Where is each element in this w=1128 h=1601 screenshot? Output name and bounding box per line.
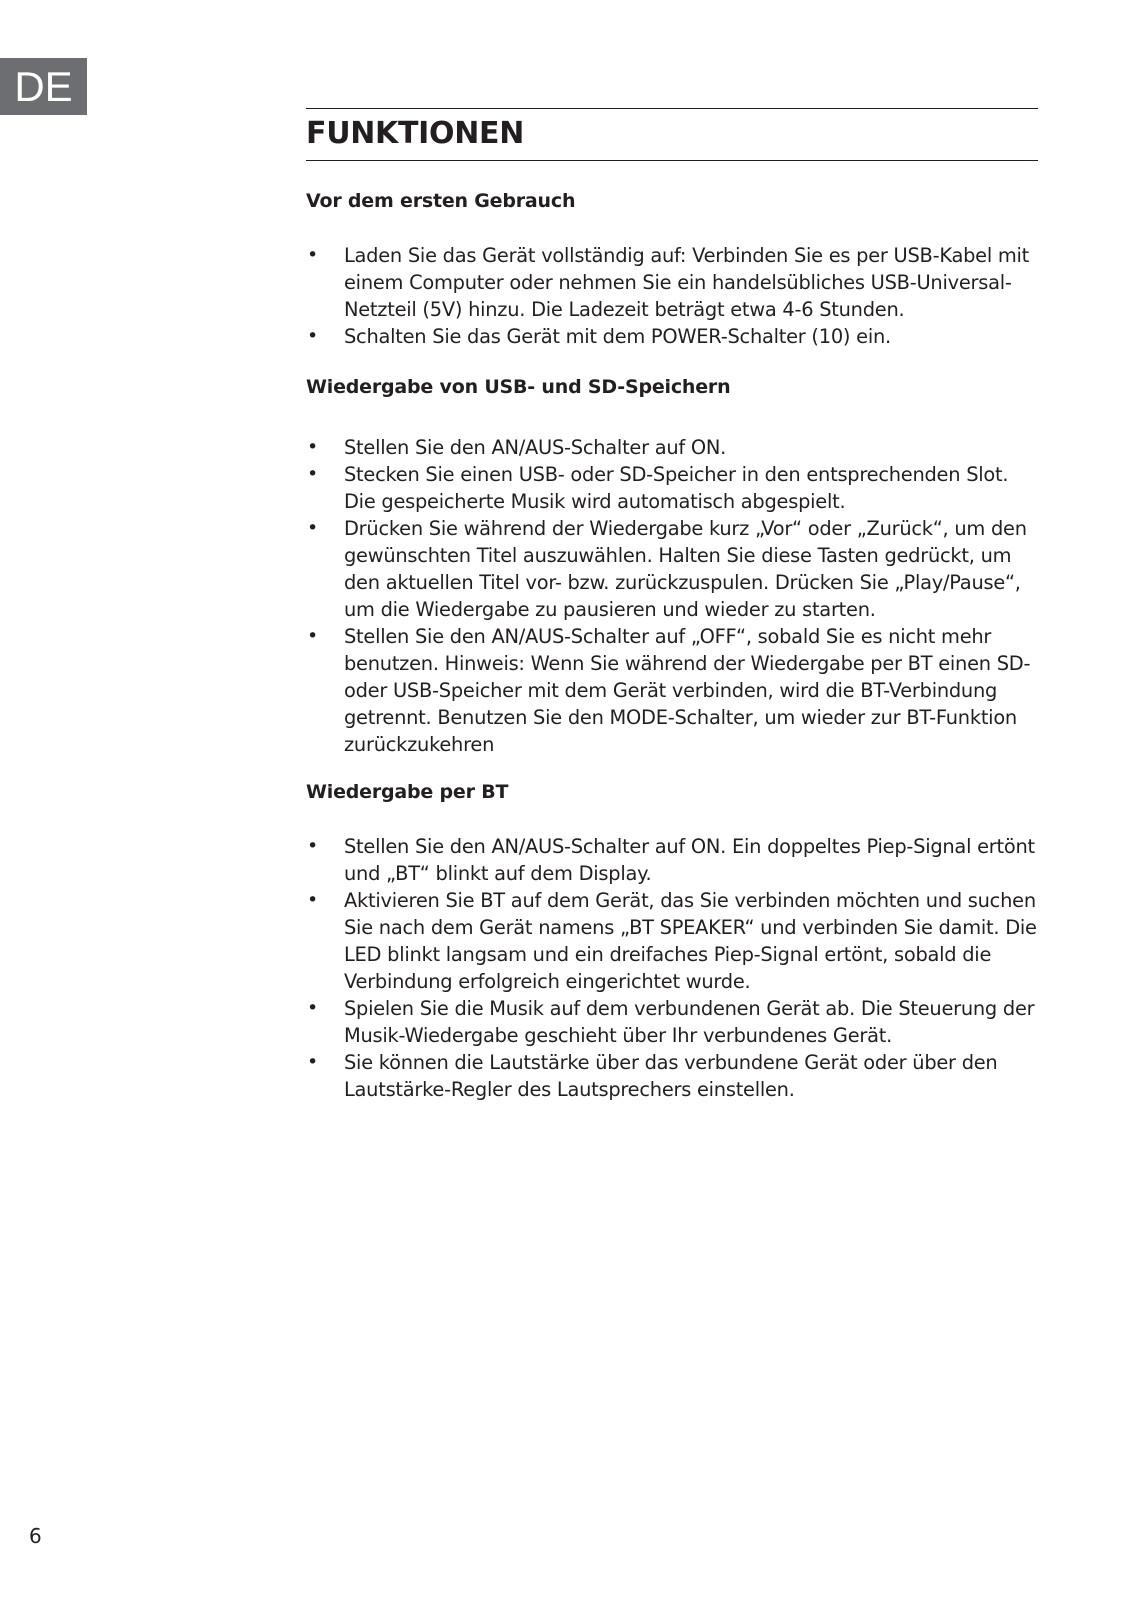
section-heading: Wiedergabe von USB- und SD-Speichern (306, 376, 731, 398)
list-item-text: Laden Sie das Gerät vollständig auf: Verbinden Sie es per USB-Kabel mit einem Computer oder nehmen Sie ein handelsübliches USB-Universal-Netzteil (5V) hinzu. Die Ladezeit beträgt etwa 4-6 Stunden. (344, 244, 1030, 321)
section-heading: Wiedergabe per BT (306, 781, 509, 803)
list-item-text: Stellen Sie den AN/AUS-Schalter auf ON. Ein doppeltes Piep-Signal ertönt und „BT“ blinkt auf dem Display. (344, 835, 1035, 885)
list-item (306, 995, 1038, 1049)
list-item-text: Spielen Sie die Musik auf dem verbundenen Gerät ab. Die Steuerung der Musik-Wiedergabe geschieht über Ihr verbundenes Gerät. (344, 997, 1035, 1047)
page-content (306, 108, 1038, 1101)
list-item (306, 242, 1038, 323)
list-item (306, 461, 1038, 515)
bullet-icon: • (307, 436, 318, 458)
list-item-text: Stecken Sie einen USB- oder SD-Speicher in den entsprechenden Slot. Die gespeicherte Musik wird automatisch abgespielt. (344, 463, 1009, 513)
bullet-list (306, 242, 1038, 350)
list-item-text: Stellen Sie den AN/AUS-Schalter auf ON. (344, 436, 727, 459)
section-bt-playback (306, 779, 1038, 1103)
list-item (306, 323, 1038, 350)
bullet-icon: • (307, 997, 318, 1019)
list-item (306, 515, 1038, 623)
list-item (306, 1049, 1038, 1103)
bullet-list (306, 434, 1038, 758)
section-usb-sd-playback (306, 374, 1038, 758)
bullet-icon: • (307, 244, 318, 266)
bullet-list (306, 833, 1038, 1103)
list-item (306, 833, 1038, 887)
bullet-icon: • (307, 1051, 318, 1073)
page-title: FUNKTIONEN (306, 116, 525, 151)
list-item (306, 623, 1038, 758)
bullet-icon: • (307, 889, 318, 911)
bullet-icon: • (307, 625, 318, 647)
list-item-text: Sie können die Lautstärke über das verbundene Gerät oder über den Lautstärke-Regler des Lautsprechers einstellen. (344, 1051, 998, 1101)
list-item-text: Drücken Sie während der Wiedergabe kurz „Vor“ oder „Zurück“, um den gewünschten Titel auszuwählen. Halten Sie diese Tasten gedrückt, um den aktuellen Titel vor- bzw. zurückzuspulen. Drücken Sie „Play/Pause“, um die Wiedergabe zu pausieren und wieder zu starten. (344, 517, 1027, 621)
list-item (306, 434, 1038, 461)
language-tab: DE (0, 58, 87, 115)
bullet-icon: • (307, 325, 318, 347)
list-item (306, 887, 1038, 995)
bullet-icon: • (307, 463, 318, 485)
section-heading: Vor dem ersten Gebrauch (306, 190, 576, 212)
title-rule-bottom (306, 160, 1038, 161)
list-item-text: Aktivieren Sie BT auf dem Gerät, das Sie verbinden möchten und suchen Sie nach dem Gerät namens „BT SPEAKER“ und verbinden Sie damit. Die LED blinkt langsam und ein dreifaches Piep-Signal ertönt, sobald die Verbindung erfolgreich eingerichtet wurde. (344, 889, 1037, 993)
list-item-text: Schalten Sie das Gerät mit dem POWER-Schalter (10) ein. (344, 325, 891, 348)
bullet-icon: • (307, 517, 318, 539)
section-first-use (306, 188, 1038, 350)
page-number: 6 (29, 1524, 42, 1548)
list-item-text: Stellen Sie den AN/AUS-Schalter auf „OFF“, sobald Sie es nicht mehr benutzen. Hinweis: Wenn Sie während der Wiedergabe per BT einen SD- oder USB-Speicher mit dem Gerät verbinden, wird die BT-Verbindung getrennt. Benutzen Sie den MODE-Schalter, um wieder zur BT-Funktion zurückzukehren (344, 625, 1031, 756)
bullet-icon: • (307, 835, 318, 857)
